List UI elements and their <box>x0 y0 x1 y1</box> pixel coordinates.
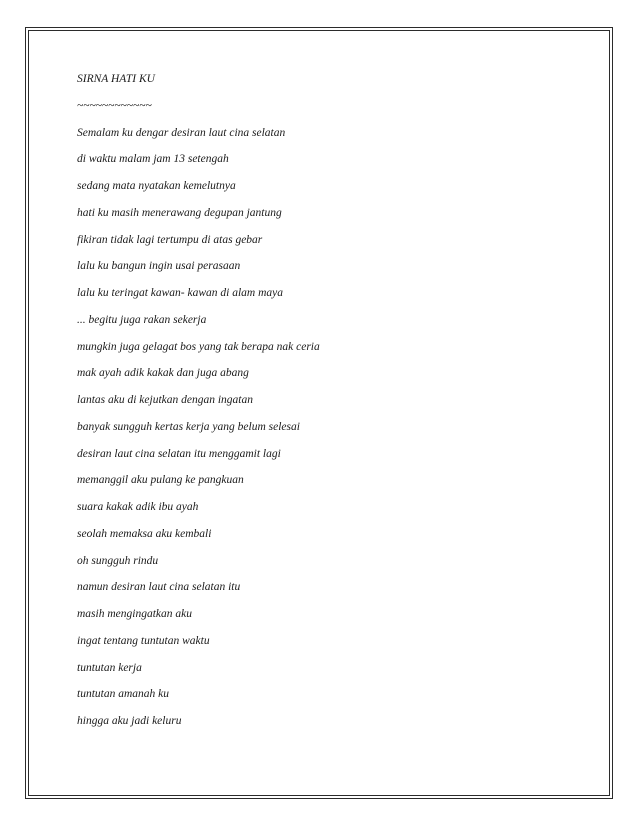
poem-line: banyak sungguh kertas kerja yang belum selesai <box>77 420 300 433</box>
poem-line: oh sungguh rindu <box>77 554 159 567</box>
poem-line: seolah memaksa aku kembali <box>77 527 212 540</box>
poem <box>77 69 577 738</box>
poem-line: hati ku masih menerawang degupan jantung <box>77 206 282 219</box>
poem-line: Semalam ku dengar desiran laut cina selatan <box>77 126 286 139</box>
poem-title: SIRNA HATI KU <box>77 73 155 85</box>
poem-line: namun desiran laut cina selatan itu <box>77 581 241 594</box>
poem-line: hingga aku jadi keluru <box>77 715 182 727</box>
poem-line: lantas aku di kejutkan dengan ingatan <box>77 394 253 406</box>
poem-line: masih mengingatkan aku <box>77 608 192 620</box>
poem-line: memanggil aku pulang ke pangkuan <box>77 474 244 487</box>
poem-line: sedang mata nyatakan kemelutnya <box>77 180 236 192</box>
poem-line: di waktu malam jam 13 setengah <box>77 153 229 166</box>
poem-line: tuntutan amanah ku <box>77 688 169 701</box>
poem-line: mak ayah adik kakak dan juga abang <box>77 367 249 380</box>
poem-line: suara kakak adik ibu ayah <box>77 501 199 513</box>
poem-line: tuntutan kerja <box>77 661 142 674</box>
poem-line: ... begitu juga rakan sekerja <box>77 313 207 326</box>
poem-line: mungkin juga gelagat bos yang tak berapa nak ceria <box>77 340 320 353</box>
poem-line: lalu ku teringat kawan- kawan di alam maya <box>77 287 284 299</box>
poem-line: lalu ku bangun ingin usai perasaan <box>77 260 241 273</box>
poem-line: fikiran tidak lagi tertumpu di atas gebar <box>77 233 263 246</box>
poem-line: desiran laut cina selatan itu menggamit lagi <box>77 447 281 460</box>
poem-line: ingat tentang tuntutan waktu <box>77 634 210 647</box>
poem-separator: ~~~~~~~~~~~~ <box>77 99 152 112</box>
